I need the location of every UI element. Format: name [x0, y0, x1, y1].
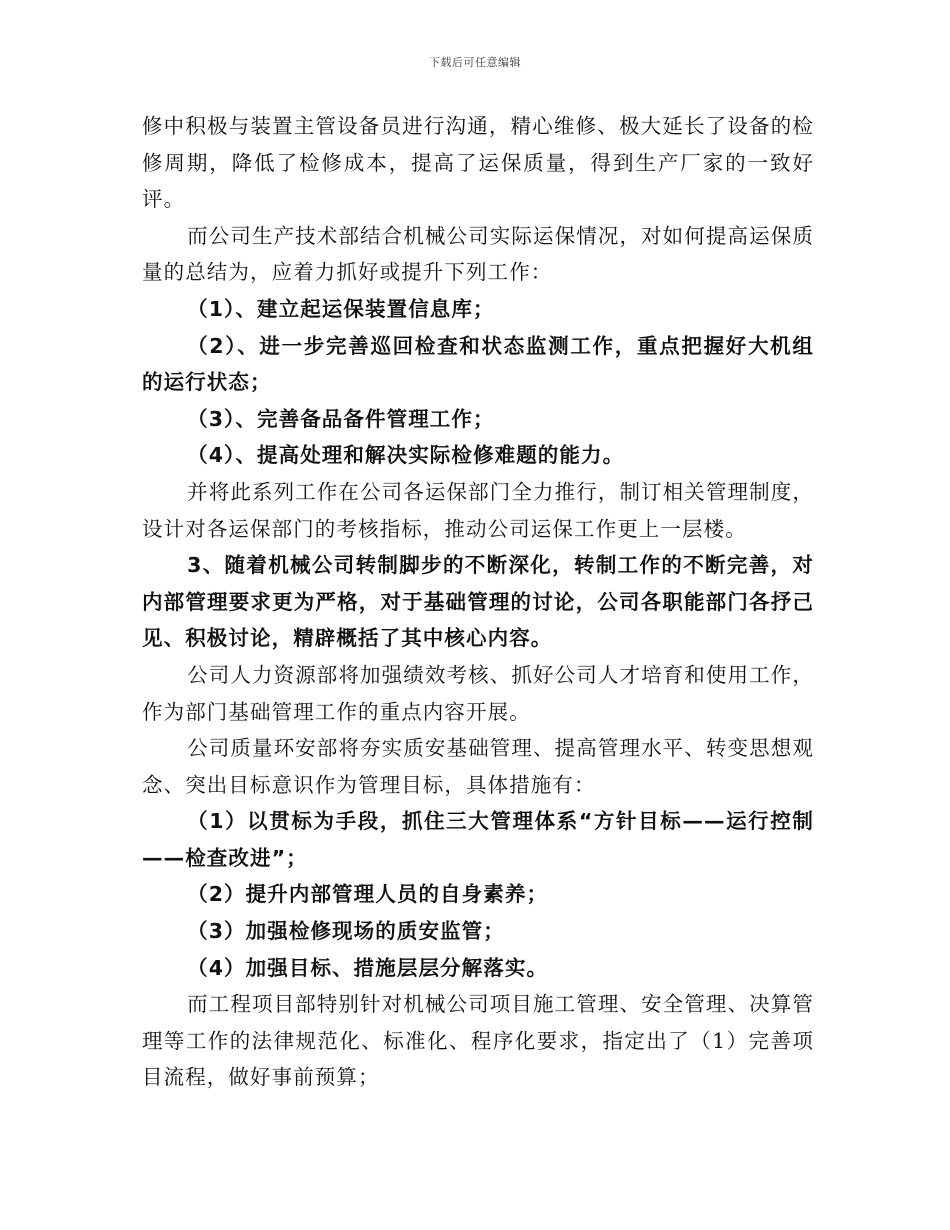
- list-item: （1）以贯标为手段，抓住三大管理体系“方针目标——运行控制——检查改进”；: [142, 809, 814, 870]
- body-paragraph: 并将此系列工作在公司各运保部门全力推行，制订相关管理制度，设计对各运保部门的考核指标，推动公司运保工作更上一层楼。: [142, 479, 814, 541]
- section-heading-paragraph: 3、随着机械公司转制脚步的不断深化，转制工作的不断完善，对内部管理要求更为严格，对于基础管理的讨论，公司各职能部门各抒己见、积极讨论，精辟概括了其中核心内容。: [142, 553, 814, 651]
- body-paragraph: 而工程项目部特别针对机械公司项目施工管理、安全管理、决算管理等工作的法律规范化、标准化、程序化要求，指定出了（1）完善项目流程，做好事前预算；: [142, 992, 814, 1090]
- body-paragraph: 修中积极与装置主管设备员进行沟通，精心维修、极大延长了设备的检修周期，降低了检修成本，提高了运保质量，得到生产厂家的一致好评。: [142, 114, 814, 212]
- page-header: 下载后可任意编辑: [429, 56, 521, 69]
- body-paragraph: 而公司生产技术部结合机械公司实际运保情况，对如何提高运保质量的总结为，应着力抓好或提升下列工作：: [142, 223, 814, 285]
- list-item: （3）、完善备品备件管理工作；: [187, 406, 495, 431]
- list-item: （2）、进一步完善巡回检查和状态监测工作，重点把握好大机组的运行状态；: [142, 333, 814, 395]
- list-item: （4）、提高处理和解决实际检修难题的能力。: [187, 443, 625, 468]
- body-paragraph: 公司人力资源部将加强绩效考核、抓好公司人才培育和使用工作，作为部门基础管理工作的重点内容开展。: [142, 662, 814, 724]
- list-item: （3）加强检修现场的质安监管；: [187, 919, 505, 944]
- body-paragraph: 公司质量环安部将夯实质安基础管理、提高管理水平、转变思想观念、突出目标意识作为管理目标，具体措施有：: [142, 736, 814, 797]
- list-item: （2）提升内部管理人员的自身素养；: [187, 882, 549, 907]
- list-item: （4）加强目标、措施层层分解落实。: [187, 955, 549, 980]
- document-body: [142, 108, 814, 1096]
- list-item: （1）、建立起运保装置信息库；: [187, 296, 495, 321]
